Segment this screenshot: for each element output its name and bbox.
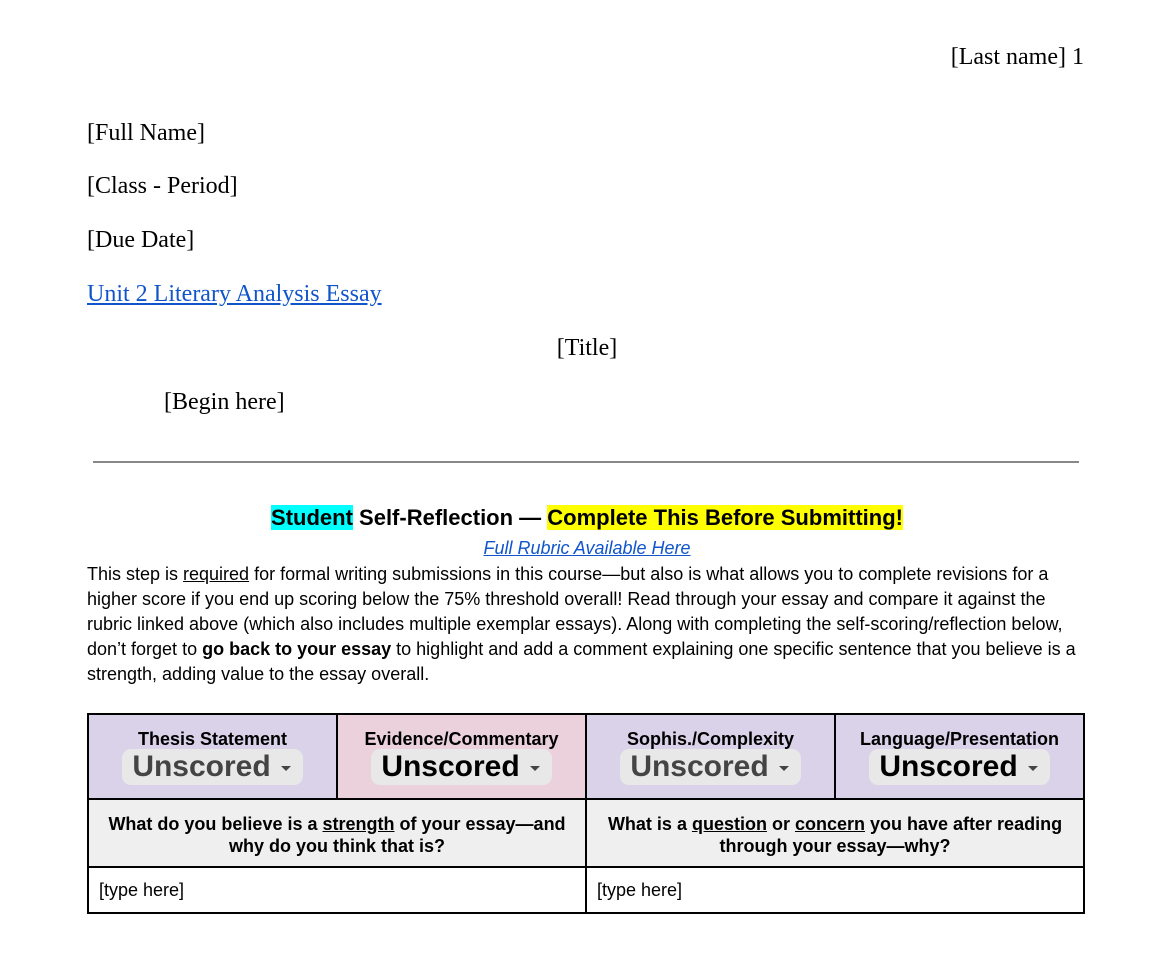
full-name-line: [Full Name]: [87, 120, 205, 146]
score-dropdown-language[interactable]: [869, 749, 1049, 785]
concern-answer[interactable]: [type here]: [597, 880, 683, 900]
full-rubric-link[interactable]: Full Rubric Available Here: [483, 538, 691, 558]
essay-title: [Title]: [556, 335, 618, 361]
due-date-line: [Due Date]: [87, 227, 195, 253]
heading-complete-highlight: Complete This Before Submitting!: [547, 505, 903, 530]
question-text: you have after reading through your essay—why?: [719, 814, 1063, 856]
class-period-line: [Class - Period]: [87, 173, 238, 199]
horizontal-divider: [93, 461, 1079, 463]
rubric-link-wrapper: [0, 538, 1174, 559]
rubric-cell-thesis: [88, 714, 337, 799]
strength-question: [89, 813, 585, 857]
heading-student-highlight: Student: [271, 505, 353, 530]
strength-answer[interactable]: [type here]: [99, 880, 185, 900]
instructions-text-2: for formal writing submissions in this course—but also is what allows you to complete revisions for a higher score if you end up scoring below the 75% threshold overall! Read through your essay and compare it against the rubric linked above (which also includes multiple exemplar essays). Along with completing the self-scoring/reflection below, don’t forget to: [87, 564, 1063, 659]
question-text: or: [766, 814, 795, 834]
question-text: What do you believe is a: [108, 814, 323, 834]
strength-answer-cell[interactable]: [88, 867, 586, 913]
concern-question-cell: [586, 799, 1084, 867]
instructions-required: required: [183, 564, 250, 584]
rubric-cell-language: [835, 714, 1084, 799]
dropdown-caret-icon: [530, 766, 540, 771]
essay-body-start: [Begin here]: [164, 389, 285, 415]
score-value: Unscored: [630, 750, 769, 783]
question-underlined: strength: [322, 814, 395, 834]
reflection-heading: [0, 505, 1174, 531]
dropdown-caret-icon: [779, 766, 789, 771]
dropdown-caret-icon: [1028, 766, 1038, 771]
page-header-last-name: [Last name] 1: [950, 44, 1084, 70]
category-label: Evidence/Commentary: [364, 729, 559, 749]
question-text: of your essay—and why do you think that is?: [229, 814, 566, 856]
score-value: Unscored: [132, 750, 271, 783]
category-label: Thesis Statement: [137, 729, 288, 749]
concern-question: [587, 813, 1083, 857]
rubric-cell-evidence: [337, 714, 586, 799]
question-underlined: concern: [794, 814, 865, 834]
category-label: Language/Presentation: [859, 729, 1060, 749]
instructions-bold: go back to your essay: [202, 639, 392, 659]
heading-self-reflection: Self-Reflection —: [352, 505, 548, 530]
dropdown-caret-icon: [281, 766, 291, 771]
assignment-link[interactable]: Unit 2 Literary Analysis Essay: [87, 281, 382, 307]
strength-question-cell: [88, 799, 586, 867]
instructions-text-1: This step is: [87, 564, 184, 584]
score-dropdown-thesis[interactable]: [122, 749, 302, 785]
instructions-text-3: to highlight and add a comment explaining one specific sentence that you believe is a strength, adding value to the essay overall.: [87, 639, 1076, 684]
self-scoring-table: [87, 713, 1085, 914]
score-value: Unscored: [879, 750, 1018, 783]
score-dropdown-sophistication[interactable]: [620, 749, 800, 785]
question-text: What is a: [607, 814, 692, 834]
category-label: Sophis./Complexity: [626, 729, 795, 749]
rubric-cell-sophistication: [586, 714, 835, 799]
score-value: Unscored: [381, 750, 520, 783]
concern-answer-cell[interactable]: [586, 867, 1084, 913]
question-underlined: question: [691, 814, 767, 834]
reflection-instructions: [87, 562, 1087, 687]
score-dropdown-evidence[interactable]: [371, 749, 551, 785]
